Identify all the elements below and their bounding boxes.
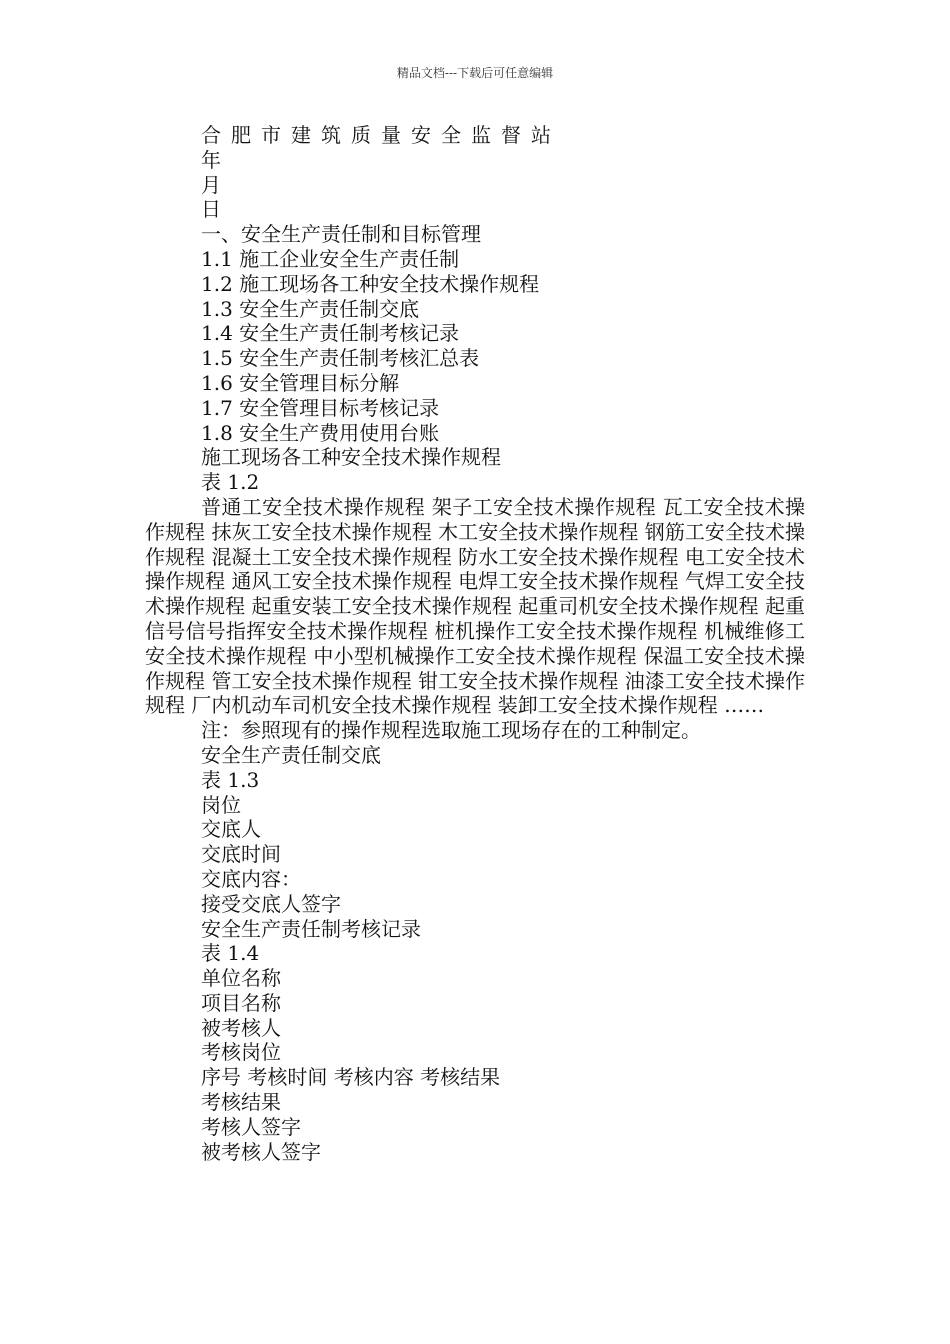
toc-item: 1.6 安全管理目标分解	[201, 370, 400, 395]
toc-item: 1.8 安全生产费用使用台账	[201, 420, 440, 445]
document-body	[145, 123, 805, 1164]
document-title: 合肥市建筑质量安全监督站	[201, 123, 561, 147]
table-1-4-label: 表 1.4	[201, 941, 260, 966]
table-1-2-title: 施工现场各工种安全技术操作规程	[201, 445, 501, 470]
table-1-4-title: 安全生产责任制考核记录	[201, 916, 421, 941]
form-field: 交底时间	[201, 842, 281, 867]
date-day: 日	[201, 197, 221, 222]
form-field: 被考核人	[201, 1015, 281, 1040]
form-field: 交底人	[201, 817, 261, 842]
table-columns: 序号 考核时间 考核内容 考核结果	[201, 1065, 501, 1090]
table-1-2-label: 表 1.2	[201, 470, 260, 495]
form-field: 被考核人签字	[201, 1139, 321, 1164]
table-1-3-title: 安全生产责任制交底	[201, 742, 381, 767]
form-field: 单位名称	[201, 966, 281, 991]
date-year: 年	[201, 147, 221, 172]
toc-item: 1.5 安全生产责任制考核汇总表	[201, 346, 480, 371]
form-field: 交底内容：	[201, 866, 301, 891]
table-1-2-note: 注：参照现有的操作规程选取施工现场存在的工种制定。	[201, 718, 701, 743]
form-field: 岗位	[201, 792, 241, 817]
table-1-2-body: 普通工安全技术操作规程 架子工安全技术操作规程 瓦工安全技术操作规程 抹灰工安全技术操作规程 木工安全技术操作规程 钢筋工安全技术操作规程 混凝土工安全技术操作规程 防水工安全技术操作规程 电工安全技术操作规程 通风工安全技术操作规程 电焊工安全技术操作规程 气焊工安全技术操作规程 起重安装工安全技术操作规程 起重司机安全技术操作规程 起重信号信号指挥安全技术操作规程 桩机操作工安全技术操作规程 机械维修工安全技术操作规程 中小型机械操作工安全技术操作规程 保温工安全技术操作规程 管工安全技术操作规程 钳工安全技术操作规程 油漆工安全技术操作规程 厂内机动车司机安全技术操作规程 装卸工安全技术操作规程 ……	[145, 494, 805, 718]
form-field: 项目名称	[201, 990, 281, 1015]
form-field: 考核人签字	[201, 1114, 301, 1139]
table-1-3-label: 表 1.3	[201, 767, 260, 792]
toc-item: 1.1 施工企业安全生产责任制	[201, 246, 460, 271]
date-month: 月	[201, 172, 221, 197]
form-field: 接受交底人签字	[201, 891, 341, 916]
toc-item: 1.4 安全生产责任制考核记录	[201, 321, 460, 346]
form-field: 考核结果	[201, 1090, 281, 1115]
toc-item: 1.2 施工现场各工种安全技术操作规程	[201, 271, 540, 296]
page-header: 精品文档---下载后可任意编辑	[396, 66, 554, 80]
section-heading: 一、安全生产责任制和目标管理	[201, 222, 481, 247]
form-field: 考核岗位	[201, 1040, 281, 1065]
toc-item: 1.7 安全管理目标考核记录	[201, 395, 440, 420]
toc-item: 1.3 安全生产责任制交底	[201, 296, 420, 321]
